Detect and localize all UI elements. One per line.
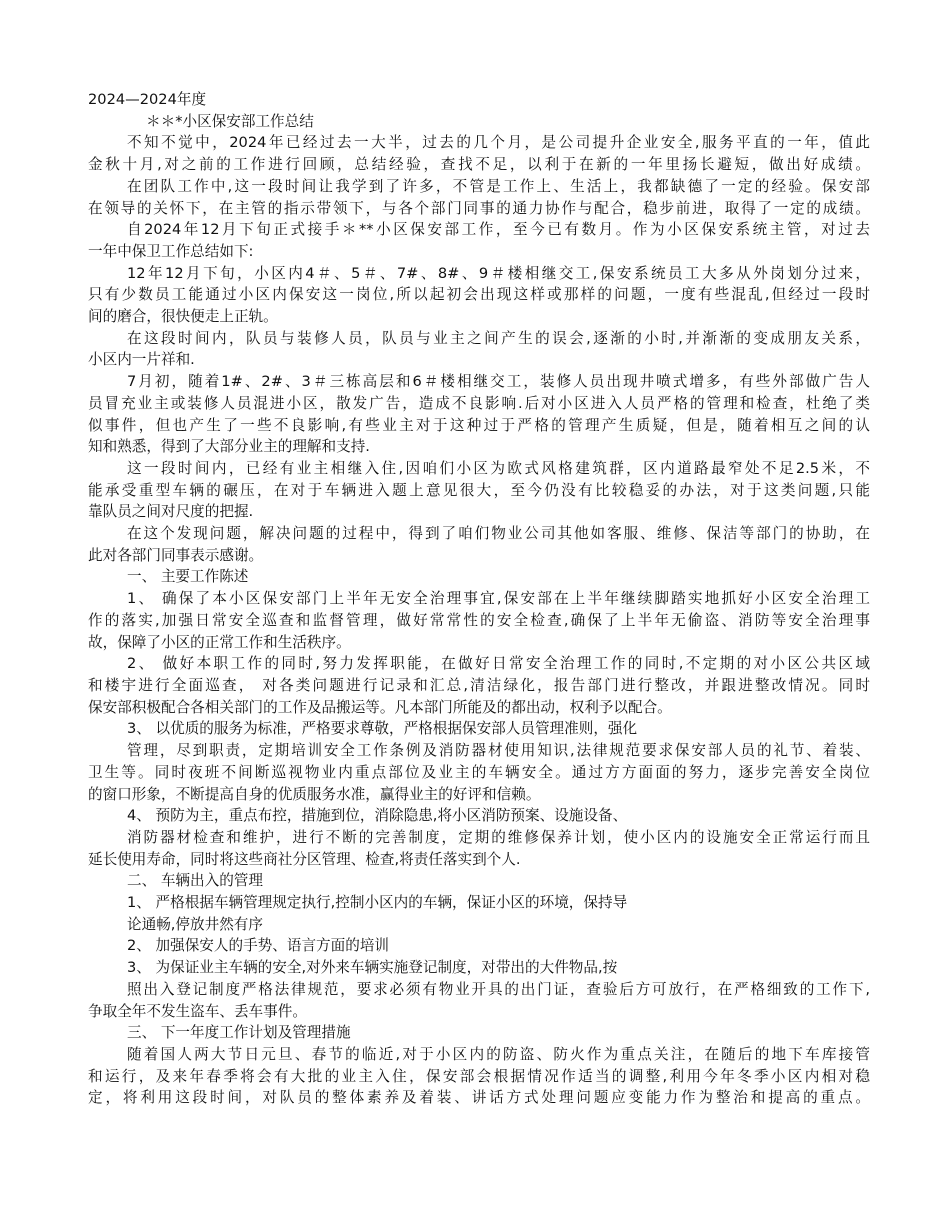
text-line: 二、 车辆出入的管理 — [127, 872, 263, 890]
text-line: 知和熟悉，得到了大部分业主的理解和支持. — [88, 438, 370, 456]
text-line: 照出入登记制度严格法律规范，要求必须有物业开具的出门证，查验后方可放行，在严格细致的工作下, — [127, 980, 870, 998]
text-line: 一、 主要工作陈述 — [127, 568, 249, 586]
text-line: 3、 为保证业主车辆的安全,对外来车辆实施登记制度，对带出的大件物品,按 — [127, 959, 618, 977]
text-line: 消防器材检查和维护，进行不断的完善制度，定期的维修保养计划，使小区内的设施安全正常运行而且 — [127, 828, 870, 846]
text-line: 和运行，及来年春季将会有大批的业主入住，保安部会根据情况作适当的调整,利用今年冬季小区内相对稳 — [88, 1067, 870, 1085]
text-line: 一年中保卫工作总结如下: — [88, 242, 254, 260]
text-line: 作的落实,加强日常安全巡查和监督管理，做好常常性的安全检查,确保了上半年无偷盗、消防等安全治理事 — [88, 611, 870, 629]
text-line: 2、 加强保安人的手势、语言方面的培训 — [127, 937, 390, 955]
text-line: 能承受重型车辆的碾压，在对于车辆进入题上意见很大，至今仍没有比较稳妥的办法，对于这类问题,只能 — [88, 481, 870, 499]
document-page — [88, 89, 870, 1109]
text-line: 靠队员之间对尺度的把握. — [88, 503, 254, 521]
text-line: 7月初，随着1#、2#、3＃三栋高层和6＃楼相继交工，装修人员出现井喷式增多，有些外部做广告人 — [127, 373, 870, 391]
text-line: 金秋十月,对之前的工作进行回顾，总结经验，查找不足，以利于在新的一年里扬长避短，做出好成绩。 — [88, 156, 870, 174]
text-line: 卫生等。同时夜班不间断巡视物业内重点部位及业主的车辆安全。通过方方面面的努力，逐步完善安全岗位 — [88, 763, 870, 781]
text-line: 这一段时间内，已经有业主相继入住,因咱们小区为欧式风格建筑群，区内道路最窄处不足2.5米，不 — [127, 459, 870, 477]
text-line: 保安部积极配合各相关部门的工作及品搬运等。凡本部门所能及的都出动，权利予以配合。 — [88, 698, 672, 716]
text-line: 不知不觉中，2024年已经过去一大半，过去的几个月，是公司提升企业安全,服务平直的一年，值此 — [127, 134, 870, 152]
text-line: 随着国人两大节日元旦、春节的临近,对于小区内的防盗、防火作为重点关注，在随后的地下车库接管 — [127, 1045, 870, 1063]
text-line: 和楼宇进行全面巡查， 对各类问题进行记录和汇总,清洁绿化，报告部门进行整改，并跟进整改情况。同时 — [88, 676, 870, 694]
text-line: 在领导的关怀下，在主管的指示带领下，与各个部门同事的通力协作与配合，稳步前进，取得了一定的成绩。 — [88, 199, 870, 217]
text-line: 2、 做好本职工作的同时,努力发挥职能，在做好日常安全治理工作的同时,不定期的对小区公共区域 — [127, 655, 870, 673]
text-line: 在团队工作中,这一段时间让我学到了许多，不管是工作上、生活上，我都缺德了一定的经验。保安部 — [127, 177, 870, 195]
text-line: 故，保障了小区的正常工作和生活秩序。 — [88, 633, 351, 651]
text-line: 在这段时间内，队员与装修人员，队员与业主之间产生的误会,逐渐的小时,并渐渐的变成朋友关系， — [127, 329, 870, 347]
text-line: 4、 预防为主，重点布控，措施到位，消除隐患,将小区消防预案、设施设备、 — [127, 807, 628, 825]
document-year-line: 2024—2024年度 — [88, 91, 207, 108]
text-line: 3、 以优质的服务为标准，严格要求尊敬，严格根据保安部人员管理准则，强化 — [127, 720, 638, 738]
document-title: ＊＊*小区保安部工作总结 — [146, 112, 314, 130]
text-line: 1、 确保了本小区保安部门上半年无安全治理事宜,保安部在上半年继续脚踏实地抓好小区安全治理工 — [127, 590, 870, 608]
text-line: 三、 下一年度工作计划及管理措施 — [127, 1024, 351, 1042]
text-line: 定，将利用这段时间，对队员的整体素养及着装、讲话方式处理问题应变能力作为整治和提高的重点。 — [88, 1089, 870, 1107]
text-line: 论通畅,停放井然有序 — [127, 915, 263, 933]
text-line: 似事件，但也产生了一些不良影响,有些业主对于这种过于严格的管理产生质疑，但是，随着相互之间的认 — [88, 416, 870, 434]
text-line: 小区内一片祥和. — [88, 351, 195, 369]
text-line: 管理，尽到职责，定期培训安全工作条例及消防器材使用知识,法律规范要求保安部人员的礼节、着装、 — [127, 742, 870, 760]
text-line: 只有少数员工能通过小区内保安这一岗位,所以起初会出现这样或那样的问题，一度有些混乱,但经过一段时 — [88, 286, 870, 304]
text-line: 间的磨合，很快便走上正轨。 — [88, 308, 278, 326]
text-line: 的窗口形象，不断提高自身的优质服务水准，赢得业主的好评和信赖。 — [88, 785, 541, 803]
text-line: 1、 严格根据车辆管理规定执行,控制小区内的车辆，保证小区的环境，保持导 — [127, 894, 628, 912]
text-line: 此对各部门同事表示感谢。 — [88, 546, 264, 564]
text-line: 争取全年不发生盗车、丢车事件。 — [88, 1002, 307, 1020]
text-line: 员冒充业主或装修人员混进小区，散发广告，造成不良影响.后对小区进入人员严格的管理和检查，杜绝了类 — [88, 394, 870, 412]
text-line: 12年12月下旬，小区内4＃、5＃、7#、8#、9＃楼相继交工,保安系统员工大多从外岗划分过来， — [127, 264, 870, 282]
text-line: 延长使用寿命，同时将这些商社分区管理、检查,将责任落实到个人. — [88, 850, 521, 868]
text-line: 自2024年12月下旬正式接手＊**小区保安部工作，至今已有数月。作为小区保安系统主管，对过去 — [127, 221, 870, 239]
text-line: 在这个发现问题，解决问题的过程中，得到了咱们物业公司其他如客服、维修、保洁等部门的协助，在 — [127, 525, 870, 543]
